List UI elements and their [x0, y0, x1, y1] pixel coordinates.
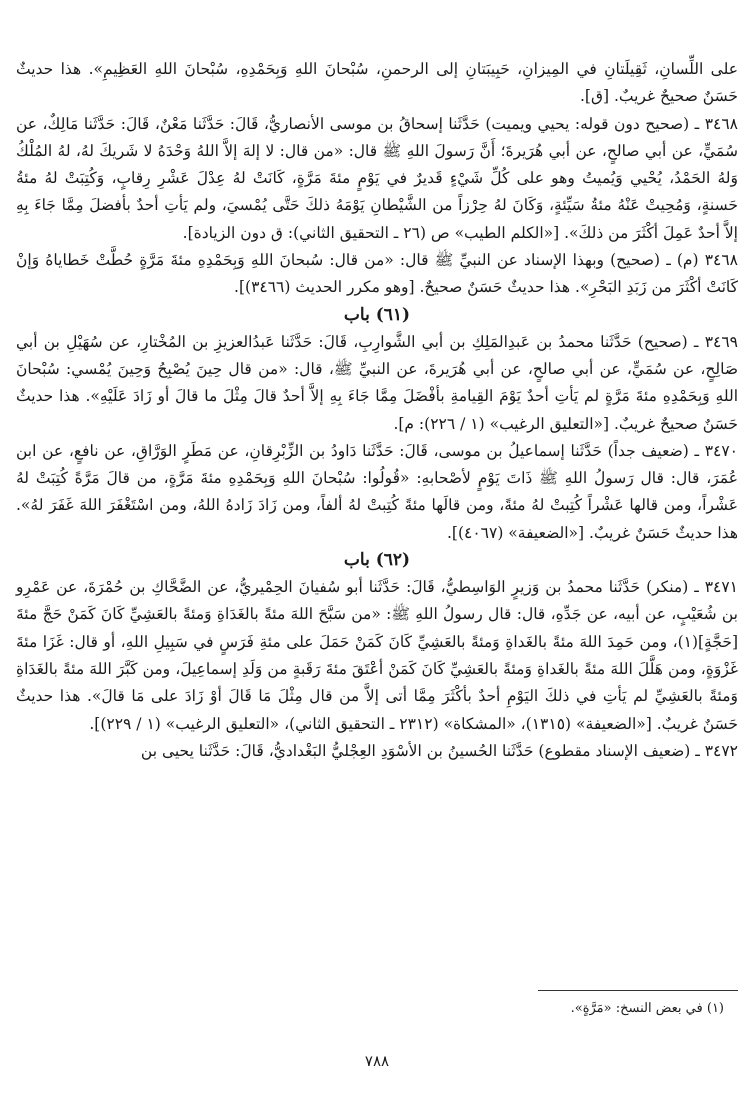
- hadith-3472: ٣٤٧٢ ـ (ضعيف الإسناد مقطوع) حَدَّثَنا الحُسينُ بن الأسْوَدِ العِجْليُّ البَغْداديُّ، قَالَ: حَدَّثَنا يحيى بن: [140, 741, 738, 760]
- hadith-3468: ٣٤٦٨ ـ (صحيح دون قوله: يحيي ويميت) حَدَّثَنا إسحاقُ بن موسى الأنصاريُّ، قَالَ: حَدَّثَنا مَعْنٌ، قَالَ: حَدَّثَنا مَالِكٌ، عن سُمَيٍّ، عن أبي صالحٍ، عن أبي هُرَيرةَ؛ أَنَّ رَسولَ اللهِ ﷺ قال: «من قال: لا إلهَ إلاَّ اللهُ وَحْدَهُ لا شَريكَ لهُ، لهُ المُلْكُ وَلهُ الحَمْدُ، يُحْيي وَيُميتُ وهو على كُلِّ شَيْءٍ قَديرٌ في يَوْمٍ مئةَ مَرَّةٍ، كَانَتْ لهُ عِدْلَ عَشْرِ رِقابٍ، وَكُتِبَتْ لهُ مئةُ حَسنةٍ، وَمُحِيتْ عَنْهُ مئةُ سَيِّئةٍ، وَكَانَ لهُ حِرْزاً من الشَّيْطانِ يَوْمَهُ ذلكَ حَتَّى يُمْسيَ، ولم يَأتِ أحدٌ بأفضلَ مِمَّا جَاءَ بِهِ إلاَّ أحدٌ عَمِلَ أكْثَرَ من ذلكَ». [«الكلم الطيب» ص (٢٦ ـ التحقيق الثاني): ق دون الزيادة].: [16, 114, 738, 242]
- page-body: [16, 56, 738, 765]
- hadith-3468-m: ٣٤٦٨ (م) ـ (صحيح) وبهذا الإسناد عن النبيِّ ﷺ قال: «من قال: سُبحانَ اللهِ وَبِحَمْدِهِ مئةَ مَرَّةٍ حُطَّتْ خَطاياهُ وَإنْ كَانَتْ أكْثَرَ من زَبَدِ البَحْرِ». هذا حديثٌ حَسَنٌ صحيحٌ. [وهو مكرر الحديث (٣٤٦٦)].: [16, 251, 738, 297]
- hadith-3471: ٣٤٧١ ـ (منكر) حَدَّثَنا محمدُ بن وَزيرٍ الوَاسِطيُّ، قَالَ: حَدَّثَنا أبو سُفيانَ الحِمْيريُّ، عن الضَّحَّاكِ بن حُمْرَةَ، عن عَمْرِو بن شُعَيْبٍ، عن أبيه، عن جَدِّهِ، قال: قال رسولُ اللهِ ﷺ: «من سَبَّحَ اللهَ مئةً بالغَدَاةِ وَمئةً بالعَشِيِّ كَانَ كَمَنْ حَجَّ مئةَ [حَجَّةٍ](١)، ومن حَمِدَ اللهَ مئةً بالغَداةِ وَمئةً بالعَشِيِّ كَانَ كَمَنْ حَمَلَ على مئةِ فَرَسٍ في سَبِيلِ اللهِ، أو قال: غَزَا مئةَ غَزْوَةٍ، ومن هَلَّلَ اللهَ مئةً بالغَداةِ وَمئةً بالعَشِيِّ كَانَ كَمَنْ أعْتَقَ مئةَ رَقَبةٍ من وَلَدِ إسماعِيلَ، ومن كَبَّرَ اللهَ مئةً بالغَدَاةِ وَمئةً بالعَشِيِّ لم يَأتِ في ذلكَ اليَوْمِ أحدٌ بأكْثَرَ مِمَّا أتى إلاَّ من قال مِثْلَ مَا قَالَ أوْ زَادَ على مَا قالَ». هذا حديثٌ حَسَنٌ غريبٌ. [«الضعيفة» (١٣١٥)، «المشكاة» (٢٣١٢ ـ التحقيق الثاني)، «التعليق الرغيب» (١ / ٢٢٩)].: [16, 578, 738, 733]
- hadith-3470: ٣٤٧٠ ـ (ضعيف جداً) حَدَّثَنا إسماعيلُ بن موسى، قَالَ: حَدَّثَنا دَاودُ بن الزِّبْرِقانِ، عن مَطَرٍ الوَرَّاقِ، عن نافعٍ، عن ابن عُمَرَ، قال: قال رَسولُ اللهِ ﷺ ذَاتَ يَوْمٍ لأصْحابهِ: «قُولُوا: سُبْحانَ اللهِ وَبِحَمْدِهِ مئةَ مَرَّةٍ، من قالَ مَرَّةً كُتِبَتْ لهُ عَشْراً، ومن قالها عَشْراً كُتِبتْ لهُ مئةً، ومن قالَها مئةً كُتِبتْ لهُ ألفاً، ومن زَادَ زَادهُ اللهُ، ومن اسْتَغْفَرَ اللهَ غَفَرَ لهُ». هذا حديثٌ حَسَنٌ غريبٌ. [«الضعيفة» (٤٠٦٧)].: [16, 441, 738, 542]
- footnotes: [16, 990, 738, 1019]
- footnote-1: (١) في بعض النسخ: «مَرَّةٍ».: [570, 1001, 724, 1016]
- paragraph-continuation: على اللِّسانِ، ثَقِيلَتانِ في المِيزانِ، حَبِيبَتانِ إلى الرحمنِ، سُبْحانَ اللهِ وَبِحَمْدِهِ، سُبْحانَ اللهِ العَظِيمِ». هذا حديثٌ حَسَنٌ صحيحٌ غريبٌ. [ق].: [16, 60, 738, 106]
- page-number: ٧٨٨: [364, 1052, 390, 1070]
- chapter-heading-61: (٦١) باب: [343, 304, 411, 325]
- hadith-3469: ٣٤٦٩ ـ (صحيح) حَدَّثَنا محمدُ بن عَبدِالمَلِكِ بن أبي الشَّوارِبِ، قَالَ: حَدَّثَنا عَبدُالعزيزِ بن المُخْتارِ، عن سُهَيْلِ بن أبي صَالِحٍ، عن سُمَيٍّ، عن أبي صالحٍ، عن أبي هُرَيرةَ، عن النبيِّ ﷺ، قال: «من قال حِينَ يُصْبِحُ وَحِينَ يُمْسي: سُبْحانَ اللهِ وَبِحَمْدِهِ مئةَ مَرَّةٍ لم يَأتِ أحدٌ يَوْمَ القِيامةِ بأفْضَلَ مِمَّا جَاءَ بِهِ إلاَّ أحدٌ قالَ مِثْلَ ما قالَ أو زَادَ عَلَيْهِ». هذا حديثٌ حَسَنٌ صحيحٌ غريبٌ. [«التعليق الرغيب» (١ / ٢٢٦): م].: [16, 332, 738, 433]
- footnote-divider: [538, 990, 738, 991]
- chapter-heading-62: (٦٢) باب: [343, 550, 411, 571]
